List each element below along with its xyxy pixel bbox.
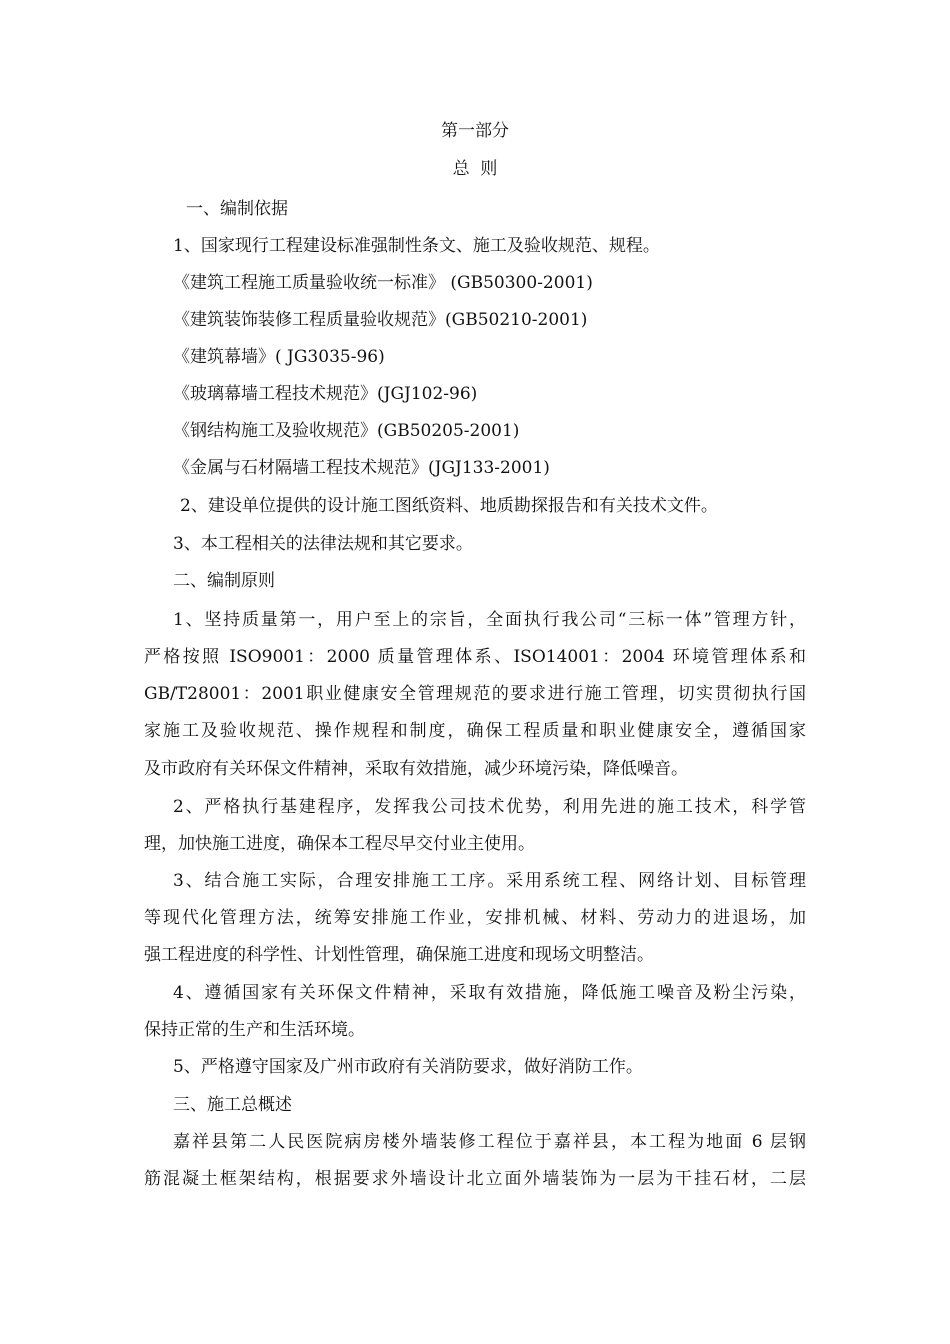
paragraph-line: 嘉祥县第二人民医院病房楼外墙装修工程位于嘉祥县，本工程为地面 6 层钢	[173, 1132, 806, 1152]
standard-item: 《建筑工程施工质量验收统一标准》 (GB50300-2001)	[173, 273, 593, 293]
paragraph-line: 家施工及验收规范、操作规程和制度，确保工程质量和职业健康安全，遵循国家	[144, 721, 806, 741]
section-heading-basis: 一、编制依据	[186, 199, 288, 219]
paragraph-line: GB/T28001：2001职业健康安全管理规范的要求进行施工管理，切实贯彻执行国	[144, 684, 806, 704]
general-rules-title: 总 则	[452, 159, 498, 179]
standard-item: 《建筑幕墙》( JG3035-96)	[173, 347, 385, 367]
paragraph-line: 理，加快施工进度，确保本工程尽早交付业主使用。	[144, 834, 535, 854]
standard-item: 《玻璃幕墙工程技术规范》(JGJ102-96)	[173, 384, 478, 404]
standard-item: 《金属与石材隔墙工程技术规范》(JGJ133-2001)	[173, 458, 550, 478]
section-heading-overview: 三、施工总概述	[173, 1095, 292, 1115]
paragraph-line: 2、严格执行基建程序，发挥我公司技术优势，利用先进的施工技术，科学管	[173, 797, 806, 817]
paragraph-line: 1、坚持质量第一，用户至上的宗旨，全面执行我公司“三标一体”管理方针，	[173, 610, 806, 630]
paragraph-line: 强工程进度的科学性、计划性管理，确保施工进度和现场文明整洁。	[144, 945, 654, 965]
paragraph-line: 及市政府有关环保文件精神，采取有效措施，减少环境污染，降低噪音。	[144, 759, 688, 779]
paragraph-line: 5、严格遵守国家及广州市政府有关消防要求，做好消防工作。	[173, 1057, 643, 1077]
section-heading-principles: 二、编制原则	[173, 571, 275, 591]
paragraph-line: 保持正常的生产和生活环境。	[144, 1020, 365, 1040]
paragraph-line: 等现代化管理方法，统筹安排施工作业，安排机械、材料、劳动力的进退场，加	[144, 908, 806, 928]
standard-item: 《钢结构施工及验收规范》(GB50205-2001)	[173, 421, 520, 441]
paragraph-line: 4、遵循国家有关环保文件精神，采取有效措施，降低施工噪音及粉尘污染，	[173, 983, 806, 1003]
basis-item-3: 3、本工程相关的法律法规和其它要求。	[173, 534, 473, 554]
basis-item-1: 1、国家现行工程建设标准强制性条文、施工及验收规范、规程。	[173, 236, 660, 256]
paragraph-line: 3、结合施工实际，合理安排施工工序。采用系统工程、网络计划、目标管理	[173, 871, 806, 891]
paragraph-line: 筋混凝土框架结构，根据要求外墙设计北立面外墙装饰为一层为干挂石材，二层	[144, 1169, 806, 1189]
part-title: 第一部分	[441, 121, 509, 141]
paragraph-line: 严格按照 ISO9001：2000 质量管理体系、ISO14001：2004 环境管理体系和	[144, 647, 806, 667]
basis-item-2: 2、建设单位提供的设计施工图纸资料、地质勘探报告和有关技术文件。	[180, 496, 718, 516]
standard-item: 《建筑装饰装修工程质量验收规范》(GB50210-2001)	[173, 310, 588, 330]
